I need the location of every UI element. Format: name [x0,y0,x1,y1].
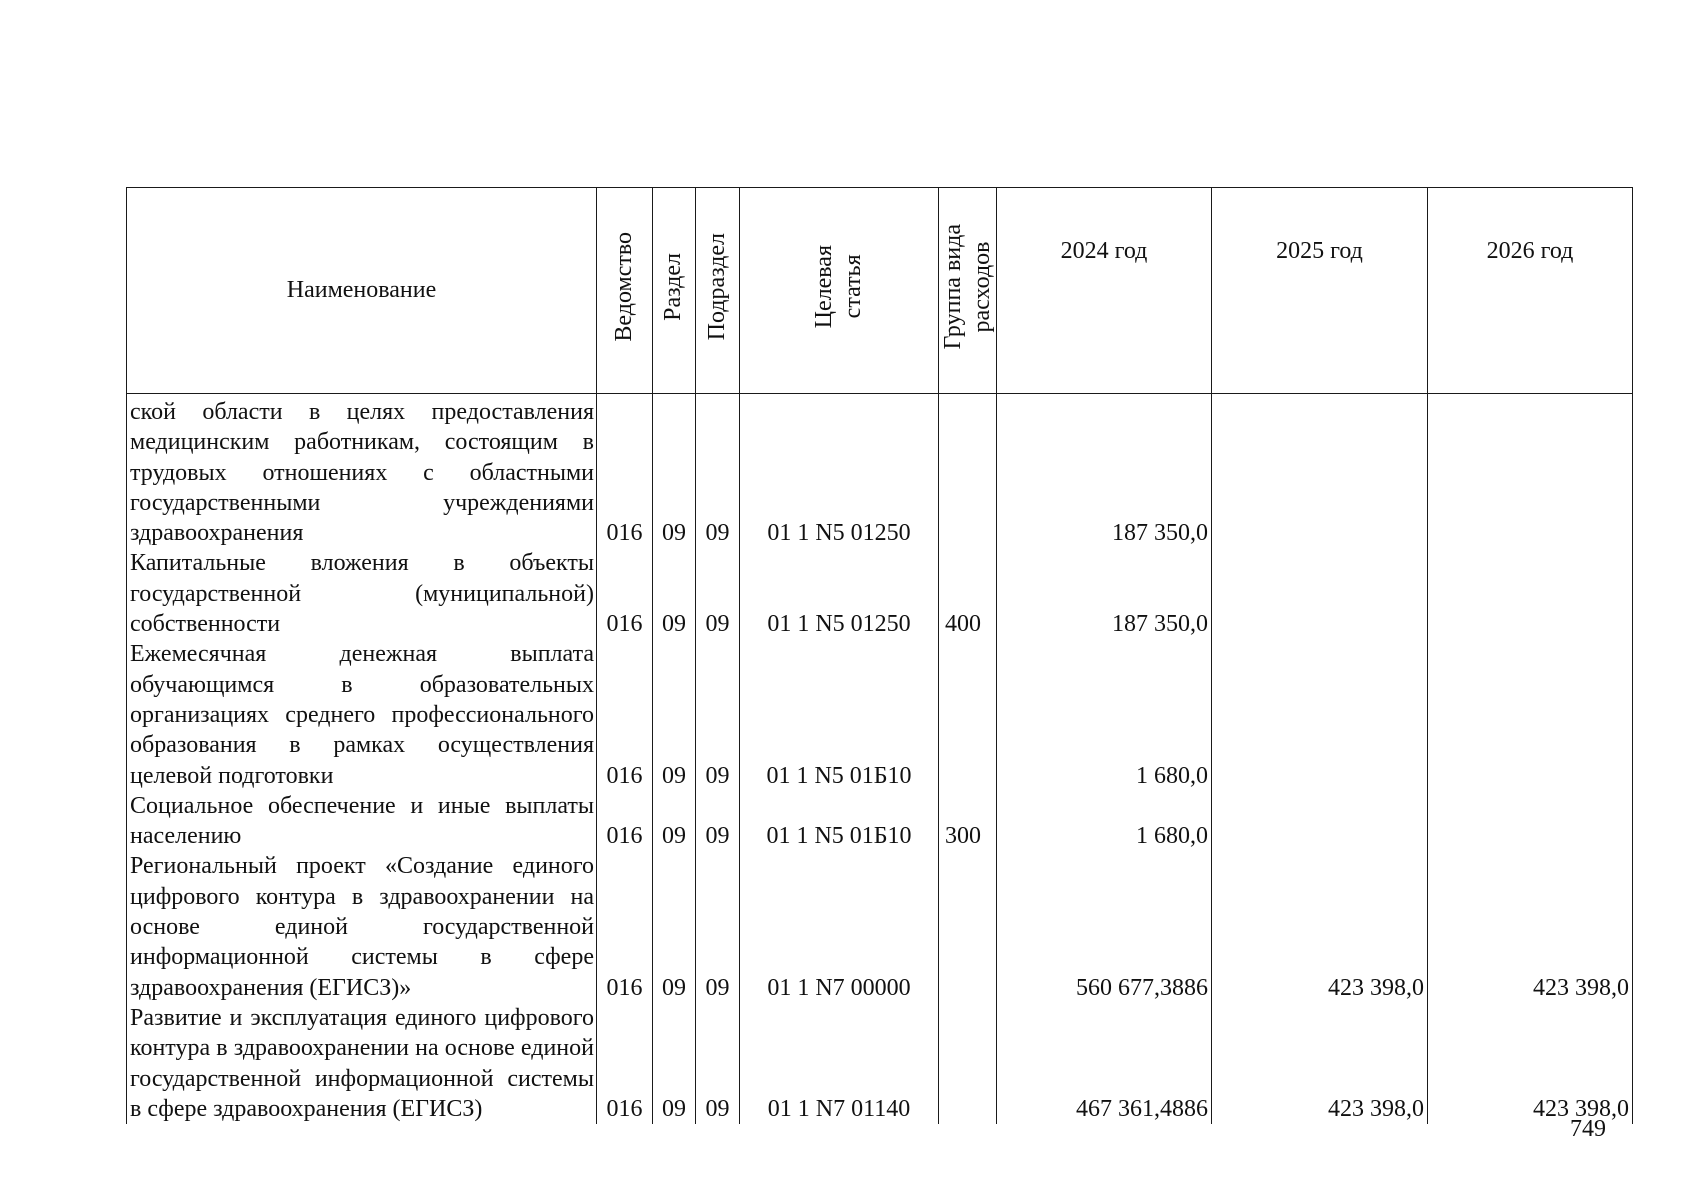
cell-2026: 423 398,0 [1428,1003,1633,1124]
cell-celevaya-statya: 01 1 N7 00000 [740,851,939,1002]
cell-gruppa: 400 [939,548,997,639]
cell-razdel: 09 [653,1003,696,1124]
header-year-2025: 2025 год [1212,188,1428,394]
cell-name: ской области в целях предоставления медицинским работникам, состоящим в трудовых отношениях с областными государственными учреждениями здравоохранения [127,394,597,549]
cell-2024: 467 361,4886 [997,1003,1212,1124]
header-vedomstvo: Ведомство [597,188,653,394]
cell-vedomstvo: 016 [597,548,653,639]
header-razdel: Раздел [653,188,696,394]
cell-podrazdel: 09 [696,791,740,852]
cell-2025 [1212,394,1428,549]
table-row [127,791,1633,852]
cell-2026 [1428,394,1633,549]
budget-table [126,187,1633,1124]
cell-name: Социальное обеспечение и иные выплаты населению [127,791,597,852]
cell-razdel: 09 [653,639,696,790]
cell-celevaya-statya: 01 1 N5 01Б10 [740,791,939,852]
cell-razdel: 09 [653,548,696,639]
cell-gruppa [939,394,997,549]
table-row [127,639,1633,790]
cell-vedomstvo: 016 [597,639,653,790]
cell-podrazdel: 09 [696,394,740,549]
cell-vedomstvo: 016 [597,394,653,549]
cell-podrazdel: 09 [696,548,740,639]
table-header [127,188,1633,394]
cell-podrazdel: 09 [696,1003,740,1124]
cell-name: Региональный проект «Создание единого цифрового контура в здравоохранении на основе единой государственной информационной системы в сфере здравоохранения (ЕГИСЗ)» [127,851,597,1002]
cell-gruppa [939,1003,997,1124]
cell-2025 [1212,639,1428,790]
cell-gruppa [939,851,997,1002]
header-year-2026: 2026 год [1428,188,1633,394]
cell-gruppa [939,639,997,790]
header-podrazdel: Подраздел [696,188,740,394]
cell-2024: 560 677,3886 [997,851,1212,1002]
cell-2024: 187 350,0 [997,394,1212,549]
table-body [127,394,1633,1125]
cell-2024: 1 680,0 [997,639,1212,790]
cell-name: Развитие и эксплуатация единого цифрового контура в здравоохранении на основе единой государственной информационной системы в сфере здравоохранения (ЕГИСЗ) [127,1003,597,1124]
cell-2026 [1428,548,1633,639]
cell-2026 [1428,639,1633,790]
table-row [127,851,1633,1002]
cell-2025: 423 398,0 [1212,851,1428,1002]
cell-razdel: 09 [653,791,696,852]
cell-2026: 423 398,0 [1428,851,1633,1002]
header-year-2024: 2024 год [997,188,1212,394]
cell-name: Капитальные вложения в объекты государственной (муниципальной) собственности [127,548,597,639]
cell-razdel: 09 [653,394,696,549]
cell-vedomstvo: 016 [597,1003,653,1124]
cell-2026 [1428,791,1633,852]
table-row [127,394,1633,549]
cell-podrazdel: 09 [696,639,740,790]
cell-razdel: 09 [653,851,696,1002]
cell-gruppa: 300 [939,791,997,852]
cell-celevaya-statya: 01 1 N5 01250 [740,394,939,549]
cell-vedomstvo: 016 [597,791,653,852]
table-row [127,548,1633,639]
header-name: Наименование [127,188,597,394]
cell-2025: 423 398,0 [1212,1003,1428,1124]
page-number: 749 [1570,1116,1606,1142]
header-gruppa-vida-rashodov: Группа вида расходов [939,188,997,394]
cell-name: Ежемесячная денежная выплата обучающимся в образовательных организациях среднего профессионального образования в рамках осуществления целевой подготовки [127,639,597,790]
cell-vedomstvo: 016 [597,851,653,1002]
cell-2024: 1 680,0 [997,791,1212,852]
table-row [127,1003,1633,1124]
cell-2025 [1212,791,1428,852]
cell-celevaya-statya: 01 1 N5 01250 [740,548,939,639]
cell-celevaya-statya: 01 1 N7 01140 [740,1003,939,1124]
cell-celevaya-statya: 01 1 N5 01Б10 [740,639,939,790]
cell-2025 [1212,548,1428,639]
cell-2024: 187 350,0 [997,548,1212,639]
header-celevaya-statya: Целевая статья [740,188,939,394]
cell-podrazdel: 09 [696,851,740,1002]
